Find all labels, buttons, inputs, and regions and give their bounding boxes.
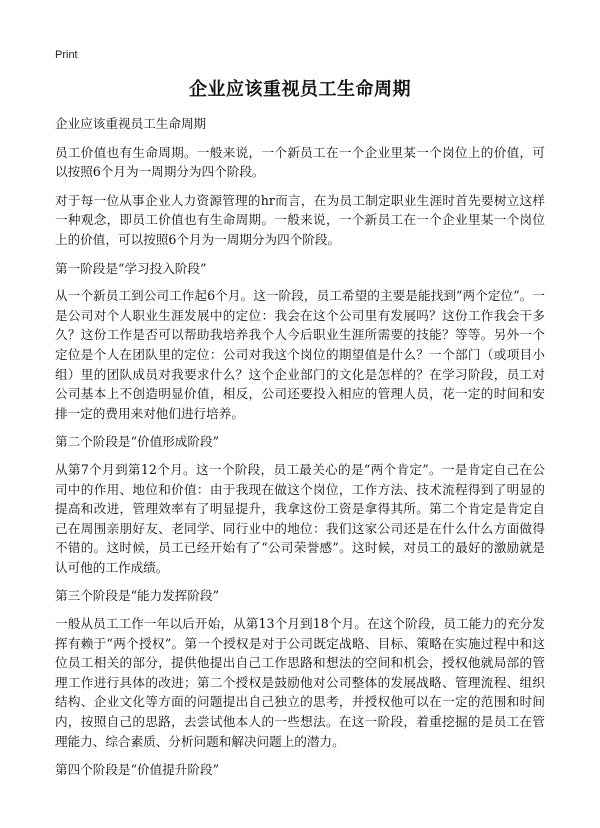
page-title: 企业应该重视员工生命周期 bbox=[189, 79, 411, 100]
stage-1-paragraph: 从一个新员工到公司工作起6个月。这一阶段，员工希望的主要是能找到“两个定位”。一是公司对个人职业生涯发展中的定位：我会在这个公司里有发展吗？这份工作我会干多久？这份工作是否可以帮助我培养我个人今后职业生涯所需要的技能？等等。另外一个定位是个人在团队里的定位：公司对我这个岗位的期望值是什么？一个部门（或项目小组）里的团队成员对我要求什么？这个企业部门的文化是怎样的？在学习阶段，员工对公司基本上不创造明显价值，相反，公司还要投入相应的管理人员，花一定的时间和安排一定的费用来对他们进行培养。 bbox=[55, 288, 545, 421]
stage-3-heading: 第三个阶段是“能力发挥阶段” bbox=[55, 588, 220, 604]
stage-2-heading: 第二个阶段是“价值形成阶段” bbox=[55, 434, 220, 450]
print-link[interactable]: Print bbox=[55, 49, 78, 61]
article-subtitle: 企业应该重视员工生命周期 bbox=[55, 116, 207, 131]
intro-paragraph-2: 对于每一位从事企业人力资源管理的hr而言，在为员工制定职业生涯时首先要树立这样一种观念，即员工价值也有生命周期。一般来说，一个新员工在一个企业里某一个岗位上的价值，可以按照6个月为一周期分为四个阶段。 bbox=[55, 192, 545, 247]
stage-1-heading: 第一阶段是“学习投入阶段” bbox=[55, 260, 207, 276]
article-body bbox=[55, 114, 545, 780]
stage-3-paragraph: 一般从员工工作一年以后开始，从第13个月到18个月。在这个阶段，员工能力的充分发挥有赖于“两个授权”。第一个授权是对于公司既定战略、目标、策略在实施过程中和这位员工相关的部分，提供他提出自己工作思路和想法的空间和机会，授权他就局部的管理工作进行具体的改进；第二个授权是鼓励他对公司整体的发展战略、管理流程、组织结构、企业文化等方面的问题提出自己独立的思考，并授权他可以在一定的范围和时间内，按照自己的思路，去尝试他本人的一些想法。在这一阶段，着重挖掘的是员工在管理能力、综合素质、分析问题和解决问题上的潜力。 bbox=[55, 616, 545, 749]
intro-paragraph-1: 员工价值也有生命周期。一般来说，一个新员工在一个企业里某一个岗位上的价值，可以按照6个月为一周期分为四个阶段。 bbox=[55, 144, 545, 180]
stage-4-heading: 第四个阶段是“价值提升阶段” bbox=[55, 762, 220, 778]
stage-2-paragraph: 从第7个月到第12个月。这一个阶段，员工最关心的是“两个肯定”。一是肯定自己在公司中的作用、地位和价值：由于我现在做这个岗位，工作方法、技术流程得到了明显的提高和改进，管理效率有了明显提升，我拿这份工资是拿得其所。第二个肯定是肯定自己在周围亲朋好友、老同学、同行业中的地位：我们这家公司还是在什么什么方面做得不错的。这时候，员工已经开始有了“公司荣誉感”。这时候，对员工的最好的激励就是认可他的工作成绩。 bbox=[55, 461, 545, 575]
